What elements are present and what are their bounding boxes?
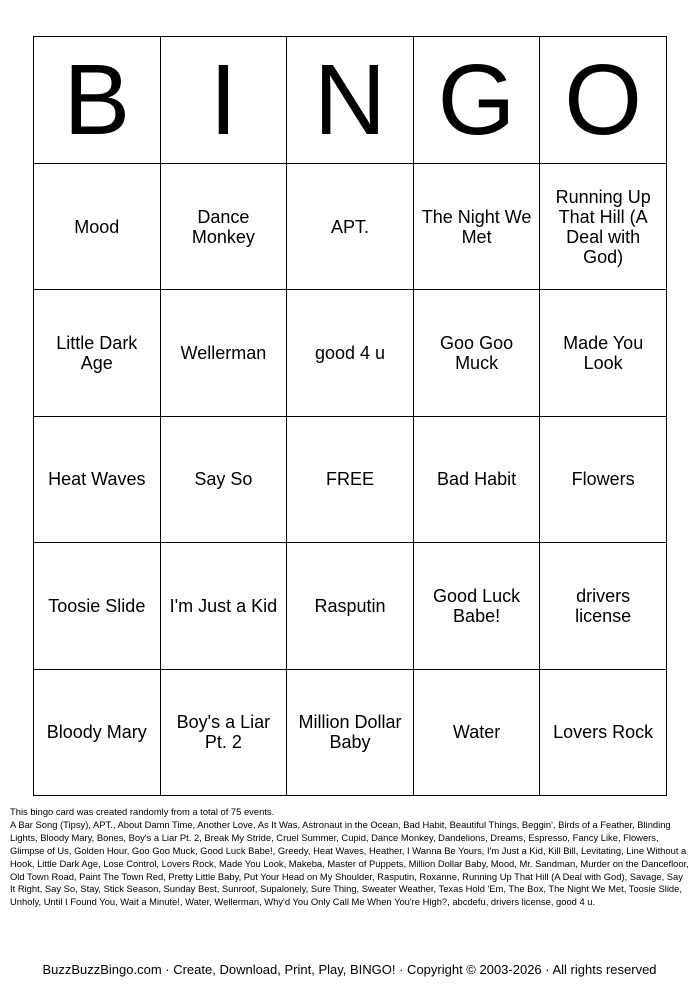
cell-label: Lovers Rock [553,722,654,743]
bingo-cell [34,290,161,416]
bingo-cell [287,669,414,795]
cell-label: Goo Goo Muck [440,333,514,374]
bingo-cell [34,416,161,542]
bingo-header-row [34,37,667,164]
bingo-cell [540,669,667,795]
cell-label: Bad Habit [437,469,517,490]
cell-label: good 4 u [314,343,386,364]
bingo-cell [160,164,287,290]
cell-label: Dance Monkey [191,206,255,247]
bingo-row [34,290,667,416]
bingo-cell [413,164,540,290]
bingo-cell [34,669,161,795]
bingo-cell [160,416,287,542]
bingo-cell [287,543,414,669]
cell-label: The Night We Met [421,206,532,247]
cell-label: APT. [330,216,369,237]
cell-label: Mood [74,216,120,237]
bingo-cell [34,164,161,290]
cell-label: Running Up That Hill (A Deal with God) [555,186,651,267]
header-cell-o [540,37,667,164]
header-letter: O [564,44,643,156]
bingo-cell [540,416,667,542]
cell-label: Toosie Slide [48,595,146,616]
bingo-cell [287,164,414,290]
free-space-label: FREE [325,469,374,490]
card-notes [10,806,690,909]
header-cell-b [34,37,161,164]
cell-label: Water [452,722,501,743]
header-cell-i [160,37,287,164]
bingo-row [34,416,667,542]
cell-label: I'm Just a Kid [169,595,278,616]
bingo-row [34,543,667,669]
bingo-cell [160,669,287,795]
bingo-cell [160,290,287,416]
cell-label: Wellerman [180,343,267,364]
cell-label: Rasputin [314,595,386,616]
bingo-cell [540,164,667,290]
free-space-cell [287,416,414,542]
cell-label: Made You Look [563,333,644,374]
bingo-cell [413,543,540,669]
header-letter: B [63,44,131,156]
cell-label: Million Dollar Baby [298,712,402,753]
notes-intro: This bingo card was created randomly from a total of 75 events. [10,806,275,817]
bingo-cell [287,290,414,416]
cell-label: Good Luck Babe! [433,585,521,626]
bingo-cell [540,290,667,416]
bingo-cell [413,669,540,795]
header-cell-g [413,37,540,164]
copyright-footer: BuzzBuzzBingo.com · Create, Download, Print, Play, BINGO! · Copyright © 2003-2026 · All rights reserved [42,962,657,977]
cell-label: Flowers [571,469,635,490]
bingo-row [34,164,667,290]
cell-label: Boy's a Liar Pt. 2 [176,712,271,753]
cell-label: Bloody Mary [46,722,147,743]
header-letter: N [313,44,387,156]
bingo-cell [160,543,287,669]
bingo-cell [34,543,161,669]
bingo-cell [413,290,540,416]
bingo-row [34,669,667,795]
header-cell-n [287,37,414,164]
header-letter: G [437,44,516,156]
bingo-cell [540,543,667,669]
cell-label: Say So [194,469,253,490]
bingo-card [33,36,667,796]
bingo-cell [413,416,540,542]
cell-label: drivers license [575,585,632,626]
header-letter: I [209,44,238,156]
cell-label: Heat Waves [48,469,146,490]
events-list: A Bar Song (Tipsy), APT., About Damn Time, Another Love, As It Was, Astronaut in the Ocean, Bad Habit, Beautiful Things, Beggin', Birds of a Feather, Blinding Lights, Bloody Mary, Bones, Boy's a Liar Pt. 2, Break My Stride, Cruel Summer, Cupid, Dance Monkey, Dandelions, Dreams, Espresso, Fancy Like, Flowers, Glimpse of Us, Golden Hour, Goo Goo Muck, Good Luck Babe!, Greedy, Heat Waves, Heather, I Wanna Be Yours, I'm Just a Kid, Kill Bill, Levitating, Line Without a Hook, Little Dark Age, Lose Control, Lovers Rock, Made You Look, Makeba, Master of Puppets, Million Dollar Baby, Mood, Mr. Sandman, Murder on the Dancefloor, Old Town Road, Paint The Town Red, Pretty Little Baby, Put Your Head on My Shoulder, Rasputin, Roxanne, Running Up That Hill (A Deal with God), Savage, Say It Right, Say So, Stay, Stick Season, Sunday Best, Sunroof, Supalonely, Sure Thing, Sweater Weather, Texas Hold 'Em, The Box, The Night We Met, Toosie Slide, Unholy, Until I Found You, Wait a Minute!, Water, Wellerman, Why'd You Only Call Me When You're High?, abcdefu, drivers license, good 4 u. [10,818,689,908]
cell-label: Little Dark Age [56,333,138,374]
